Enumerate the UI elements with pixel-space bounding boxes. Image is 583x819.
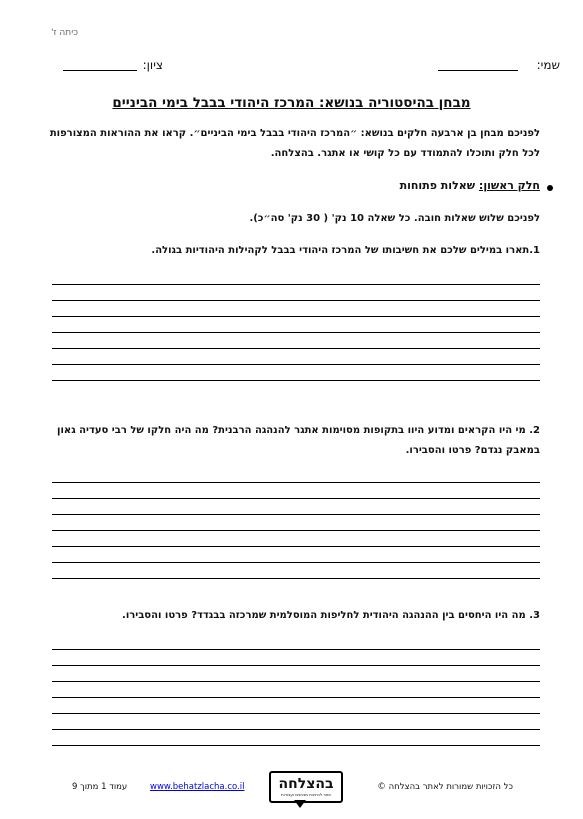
answer-line[interactable]: [52, 332, 540, 333]
website-link[interactable]: www.behatzlacha.co.il: [150, 782, 245, 792]
exam-title-text: מבחן בהיסטוריה בנושא: המרכז היהודי בבבל בימי הביניים: [112, 95, 471, 111]
answer-line[interactable]: [52, 380, 540, 381]
part-name: שאלות פתוחות: [399, 179, 476, 192]
question-3: 3. מה היו היחסים בין ההנהגה היהודית לחליפות המוסלמית שמרכזה בבגדד? פרטו והסבירו.: [122, 610, 540, 621]
score-field-line[interactable]: [63, 70, 137, 71]
answer-line[interactable]: [52, 348, 540, 349]
instructions: לפניכם שלוש שאלות חובה. כל שאלה 10 נק' ( 30 נק' סה״כ).: [249, 213, 540, 224]
answer-line[interactable]: [52, 364, 540, 365]
answer-line[interactable]: [52, 681, 540, 682]
answer-line[interactable]: [52, 649, 540, 650]
answer-line[interactable]: [52, 530, 540, 531]
answer-line[interactable]: [52, 300, 540, 301]
question-1: 1.תארו במילים שלכם את חשיבותו של המרכז היהודי בבבל לקהילות היהודיות בגולה.: [151, 245, 540, 256]
name-field-line[interactable]: [438, 70, 518, 71]
copyright-notice: כל הזכויות שמורות לאתר בהצלחה ©: [377, 782, 513, 792]
answer-line[interactable]: [52, 562, 540, 563]
answer-line[interactable]: [52, 578, 540, 579]
answer-line[interactable]: [52, 482, 540, 483]
behatzlacha-logo: [269, 771, 343, 803]
logo-speech-tail-icon: [294, 800, 306, 808]
question-2: 2. מי היו הקראים ומדוע היוו בתקופות מסוימות אתגר להנהגה הרבנית? מה היה חלקו של רבי סעדיה גאון במאבק נגדם? פרטו והסבירו.: [57, 425, 540, 456]
answer-line[interactable]: [52, 284, 540, 285]
answer-line[interactable]: [52, 546, 540, 547]
bullet-icon: [547, 185, 553, 191]
answer-line[interactable]: [52, 745, 540, 746]
logo-text: בהצלחה: [278, 775, 334, 792]
answer-line[interactable]: [52, 514, 540, 515]
answer-line[interactable]: [52, 316, 540, 317]
intro-paragraph: לפניכם מבחן בן ארבעה חלקים בנושא: ״המרכז היהודי בבבל בימי הביניים״. קראו את ההוראות המצורפות לכל חלק ותוכלו להתמודד עם כל קושי או אתגר. בהצלחה.: [49, 128, 540, 159]
answer-line[interactable]: [52, 498, 540, 499]
logo-subtext: אתר לכתיבת מבחנים ועבודות: [281, 791, 331, 797]
part-label: חלק ראשון:: [478, 179, 540, 192]
answer-line[interactable]: [52, 665, 540, 666]
exam-title: [0, 95, 583, 111]
answer-line[interactable]: [52, 697, 540, 698]
answer-line[interactable]: [52, 729, 540, 730]
answer-line[interactable]: [52, 713, 540, 714]
class-label: כיתה ז': [50, 28, 78, 38]
part-heading: [400, 179, 540, 192]
name-label: שמי:: [536, 58, 560, 72]
score-label: ציון:: [142, 58, 163, 72]
page-number: עמוד 1 מתוך 9: [72, 782, 128, 792]
